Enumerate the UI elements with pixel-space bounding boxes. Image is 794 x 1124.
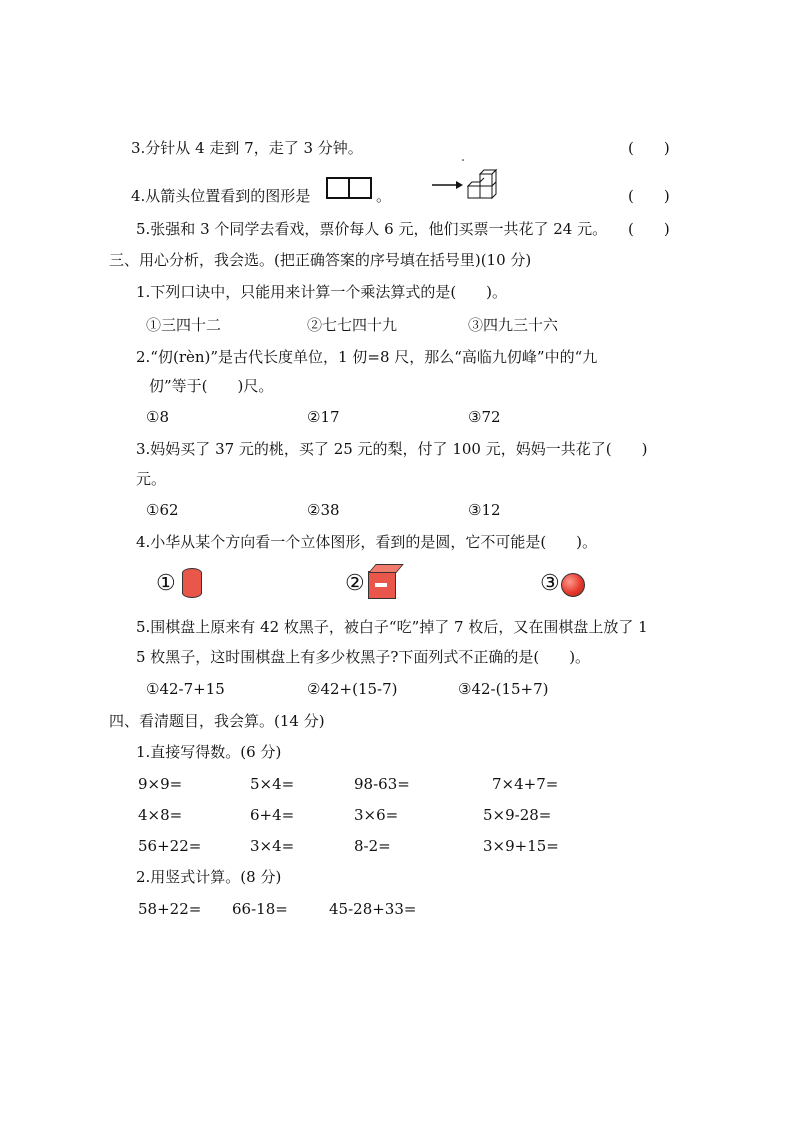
s3-q3-line1: 3.妈妈买了 37 元的桃，买了 25 元的梨，付了 100 元，妈妈一共花了( ) (136, 440, 648, 458)
s3-q1-option-1[interactable]: ①三四十二 (146, 316, 222, 334)
judge-q3-answer-paren[interactable]: ( ) (628, 139, 670, 157)
calc-r1-c1: 9×9= (138, 775, 183, 793)
ball-icon (561, 573, 585, 597)
calc-r3-c3: 8-2= (354, 837, 391, 855)
s3-q3-option-3[interactable]: ③12 (468, 501, 501, 519)
judge-q5-answer-paren[interactable]: ( ) (628, 220, 670, 238)
two-squares-figure (326, 177, 374, 203)
s3-q5-line1: 5.围棋盘上原来有 42 枚黑子，被白子“吃”掉了 7 枚后，又在围棋盘上放了 1 (136, 618, 648, 636)
s3-q1: 1.下列口诀中，只能用来计算一个乘法算式的是( )。 (136, 283, 508, 301)
calc-r2-c1: 4×8= (138, 806, 183, 824)
s3-q2-option-2[interactable]: ②17 (307, 408, 340, 426)
cylinder-icon (182, 568, 202, 598)
s3-q4: 4.小华从某个方向看一个立体图形，看到的是圆，它不可能是( )。 (136, 533, 598, 551)
s3-q5-option-2[interactable]: ②42+(15-7) (307, 680, 398, 698)
s3-q2-option-3[interactable]: ③72 (468, 408, 501, 426)
calc-r3-c2: 3×4= (250, 837, 295, 855)
calc-r2-c4: 5×9-28= (483, 806, 552, 824)
s3-q4-label-1[interactable]: ① (156, 571, 176, 596)
judge-q3: 3.分针从 4 走到 7，走了 3 分钟。 (131, 139, 363, 157)
s3-q3-option-1[interactable]: ①62 (146, 501, 179, 519)
vertical-calc-3: 45-28+33= (329, 900, 417, 918)
calc-r2-c2: 6+4= (250, 806, 295, 824)
s3-q5-option-1[interactable]: ①42-7+15 (146, 680, 225, 698)
arrow-and-cubes-figure (430, 157, 500, 209)
s3-q5-option-3[interactable]: ③42-(15+7) (458, 680, 549, 698)
s3-q2-line2: 仞”等于( )尺。 (149, 377, 274, 395)
s3-q4-label-2[interactable]: ② (345, 571, 365, 596)
judge-q5: 5.张强和 3 个同学去看戏，票价每人 6 元，他们买票一共花了 24 元。 (136, 220, 608, 238)
s4-sub2: 2.用竖式计算。(8 分) (136, 868, 282, 886)
calc-r1-c3: 98-63= (354, 775, 410, 793)
calc-r2-c3: 3×6= (354, 806, 399, 824)
s3-q2-line1: 2.“仞(rèn)”是古代长度单位，1 仞=8 尺，那么“高临九仞峰”中的“九 (136, 348, 598, 366)
s3-q1-option-3[interactable]: ③四九三十六 (468, 316, 559, 334)
cube-icon (368, 571, 396, 599)
vertical-calc-2: 66-18= (232, 900, 288, 918)
calc-r3-c1: 56+22= (138, 837, 202, 855)
judge-q4-end: 。 (376, 187, 392, 205)
calc-r1-c4: 7×4+7= (492, 775, 559, 793)
s3-q3-option-2[interactable]: ②38 (307, 501, 340, 519)
vertical-calc-1: 58+22= (138, 900, 202, 918)
s4-sub1: 1.直接写得数。(6 分) (136, 743, 282, 761)
judge-q4-answer-paren[interactable]: ( ) (628, 187, 670, 205)
judge-q4 (131, 186, 310, 206)
calc-r1-c2: 5×4= (250, 775, 295, 793)
calc-r3-c4: 3×9+15= (483, 837, 559, 855)
s3-q5-line2: 5 枚黑子，这时围棋盘上有多少枚黑子?下面列式不正确的是( )。 (136, 648, 591, 666)
section4-heading: 四、看清题目，我会算。(14 分) (109, 712, 325, 730)
s3-q3-line2: 元。 (136, 470, 167, 488)
s3-q2-option-1[interactable]: ①8 (146, 408, 169, 426)
s3-q4-label-3[interactable]: ③ (540, 571, 560, 596)
s3-q1-option-2[interactable]: ②七七四十九 (307, 316, 398, 334)
judge-q4-text: 4.从箭头位置看到的图形是 (131, 187, 311, 205)
section3-heading: 三、用心分析，我会选。(把正确答案的序号填在括号里)(10 分) (109, 251, 532, 269)
